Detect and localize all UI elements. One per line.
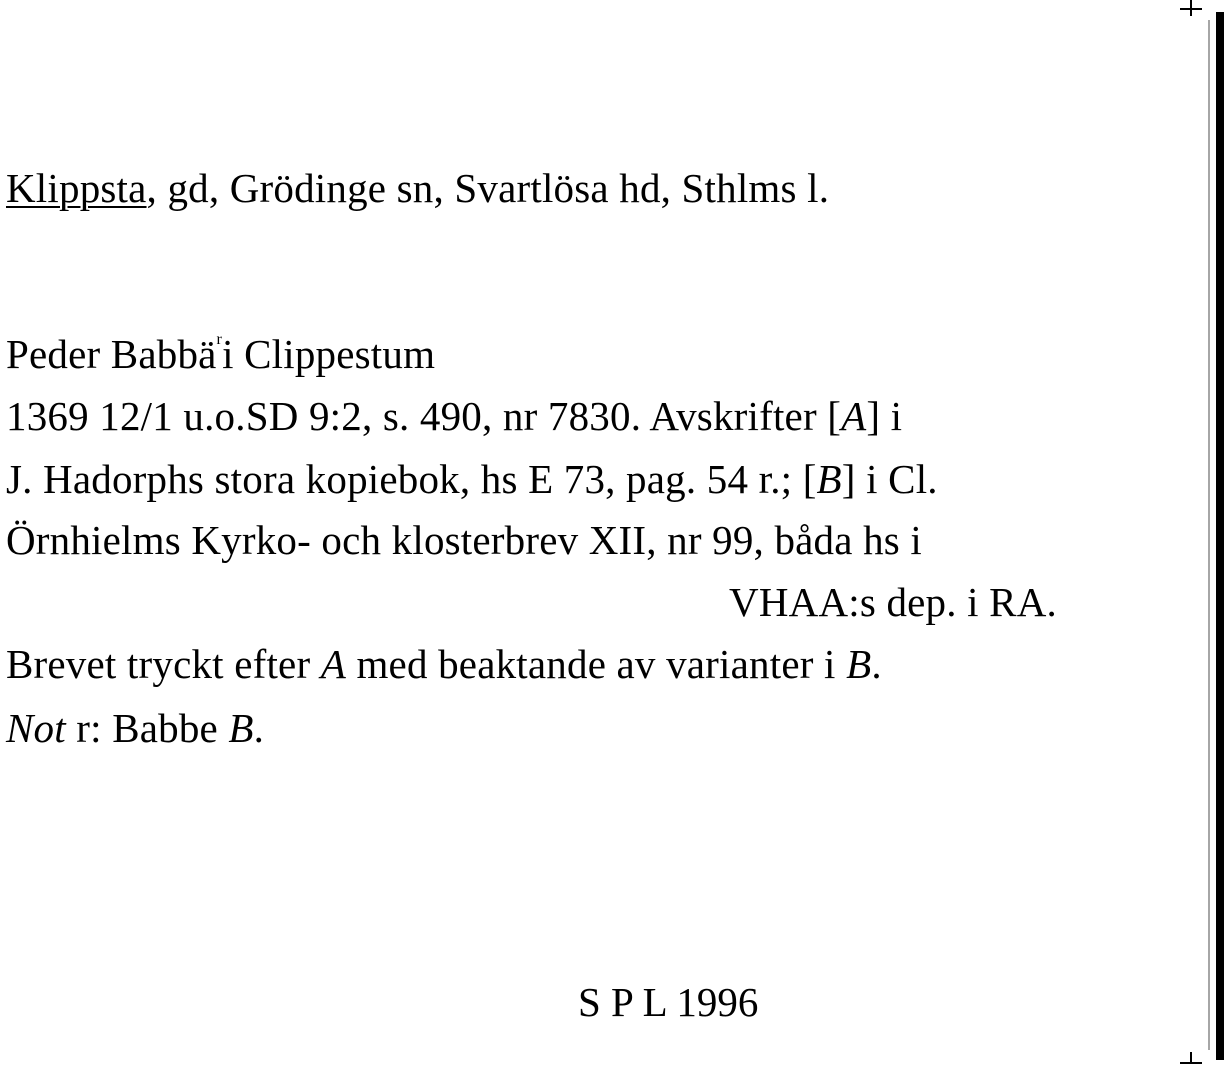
superscript-r: r [216,331,223,348]
entry-line-1: Peder Babbä$^r$i Clippestum [6,331,436,377]
place-name: Klippsta [6,165,147,211]
entry-line-4: Örnhielms Kyrko- och klosterbrev XII, nr 99, båda hs i [6,517,923,563]
card-edge-shadow [1208,20,1210,1050]
card-edge-bar [1216,12,1224,1060]
entry-line-6: Brevet tryckt efter A med beaktande av varianter i B. [6,641,882,687]
entry-line-7: Not r: Babbe B. [6,705,265,751]
crop-mark-bottom-vertical [1190,1052,1192,1064]
crop-mark-top-vertical [1190,0,1192,16]
entry-line-2: 1369 12/1 u.o.SD 9:2, s. 490, nr 7830. Avskrifter [A] i [6,393,903,439]
entry-line-5: VHAA:s dep. i RA. [729,579,1057,625]
place-description: , gd, Grödinge sn, Svartlösa hd, Sthlms l. [146,165,830,211]
footer-signature: S P L 1996 [578,979,759,1025]
place-heading [6,164,829,212]
entry-line-3: J. Hadorphs stora kopiebok, hs E 73, pag. 54 r.; [B] i Cl. [6,456,938,502]
